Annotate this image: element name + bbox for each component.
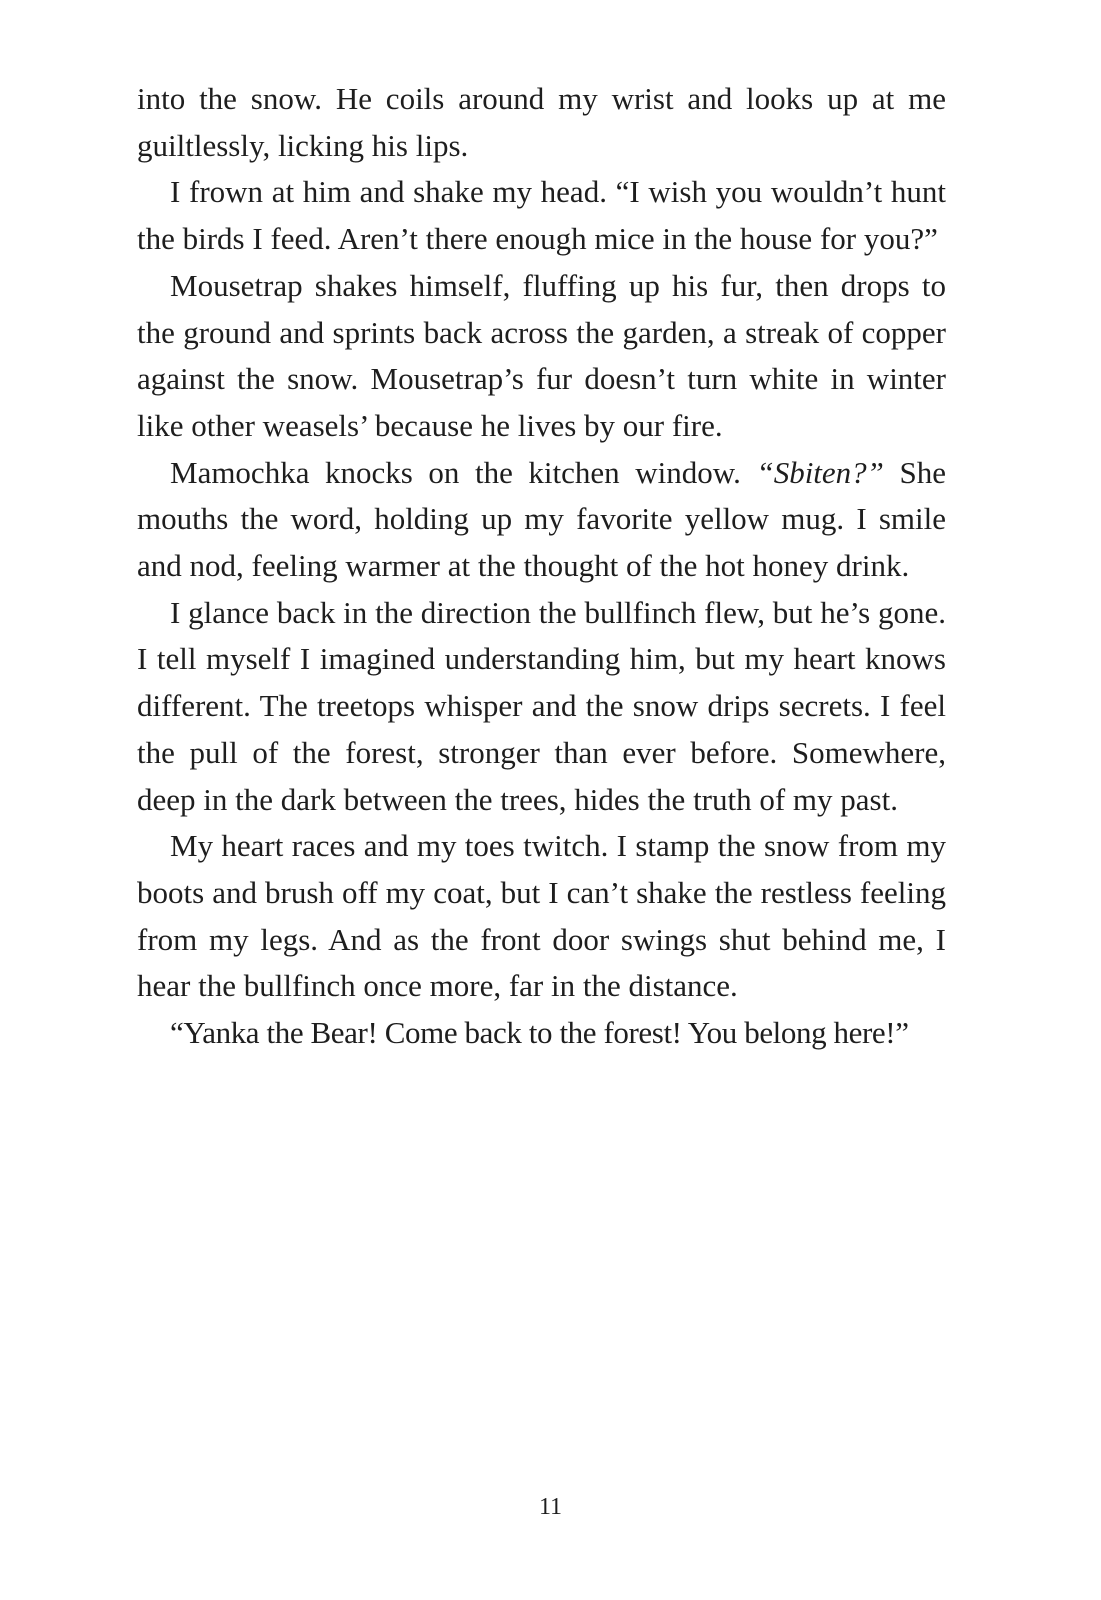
- text-segment: She mouths the word, holding up my favorite yellow mug. I smile and nod, feeling warmer at the thought of the hot honey drink.: [137, 454, 946, 584]
- text-segment: “Yanka the Bear! Come back to the forest! You belong here!”: [170, 1015, 909, 1051]
- paragraph: [137, 823, 946, 1010]
- paragraph: [137, 76, 946, 169]
- paragraph: [137, 263, 946, 450]
- page-number: 11: [538, 1494, 563, 1520]
- body-text: [137, 76, 946, 1057]
- text-segment: My heart races and my toes twitch. I stamp the snow from my boots and brush off my coat, but I can’t shake the restless feeling from my legs. And as the front door swings shut behind me, I hear the bullfinch once more, far in the distance.: [137, 828, 946, 1004]
- paragraph: [137, 590, 946, 824]
- paragraph: [137, 169, 946, 262]
- paragraph: [137, 450, 946, 590]
- paragraph: [137, 1010, 946, 1057]
- text-segment: Mamochka knocks on the kitchen window.: [170, 454, 757, 490]
- text-segment: into the snow. He coils around my wrist and looks up at me guiltlessly, licking his lips.: [137, 81, 946, 163]
- text-segment: I glance back in the direction the bullfinch flew, but he’s gone. I tell myself I imagined understanding him, but my heart knows different. The treetops whisper and the snow drips secrets. I feel the pull of the forest, stronger than ever before. Somewhere, deep in the dark between the trees, hides the truth of my past.: [137, 594, 946, 817]
- italic-text: “Sbiten?”: [756, 454, 884, 490]
- text-segment: Mousetrap shakes himself, fluffing up his fur, then drops to the ground and sprints back across the garden, a streak of copper against the snow. Mousetrap’s fur doesn’t turn white in winter like other weasels’ because he lives by our fire.: [137, 267, 946, 443]
- text-segment: I frown at him and shake my head. “I wish you wouldn’t hunt the birds I feed. Aren’t there enough mice in the house for you?”: [137, 174, 946, 257]
